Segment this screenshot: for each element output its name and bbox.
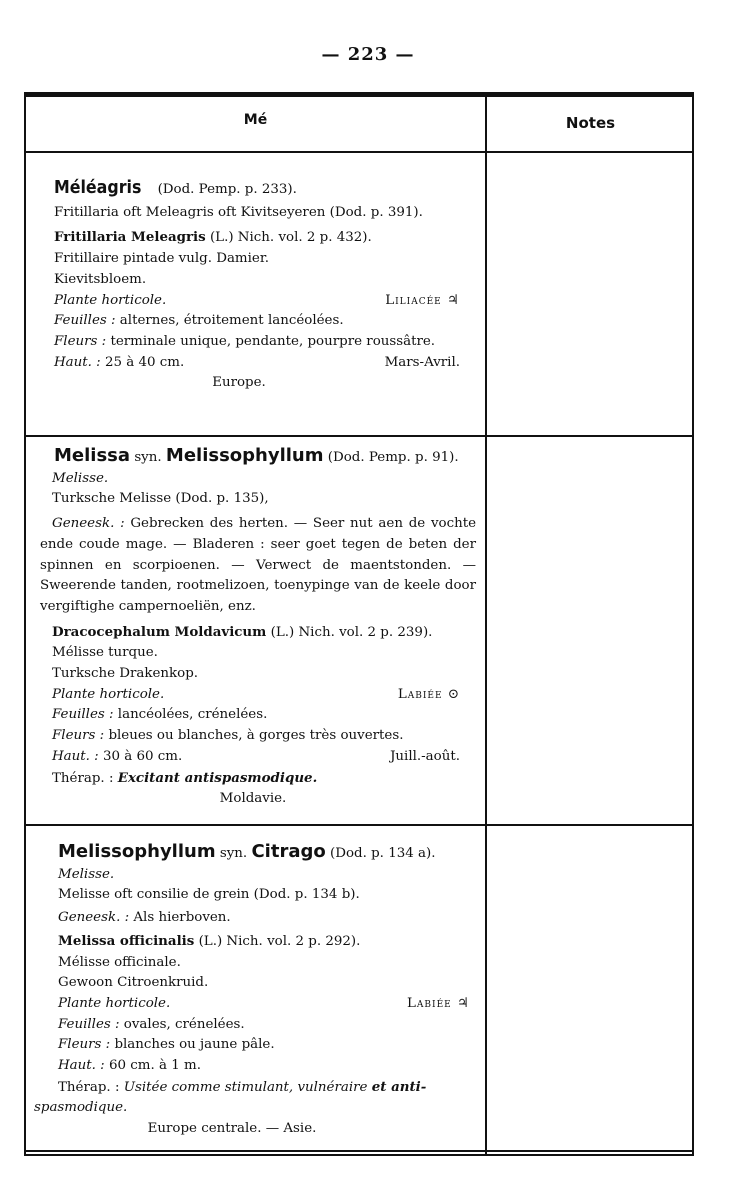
height-label: Haut. : (58, 1058, 105, 1074)
height-text: 30 à 60 cm. (102, 748, 183, 764)
season-text: Juill.-août. (390, 748, 460, 764)
genus-name: Melissophyllum (58, 841, 216, 862)
genus-synonym: Citrago (251, 841, 326, 862)
therap-text: Excitant antispasmodique. (117, 769, 318, 786)
genus-synonym: Melissophyllum (165, 445, 324, 466)
geneesk-text: Als hierboven. (133, 910, 231, 926)
genus-name: Melissa (54, 445, 131, 466)
species-name: Melissa officinalis (58, 932, 195, 949)
therap-text-bold: et anti- (371, 1078, 427, 1095)
leaves-label: Feuilles : (58, 1016, 120, 1032)
common-name-fr: Mélisse officinale. (58, 954, 181, 970)
geneesk-label: Geneesk. : (52, 516, 125, 532)
family-label: Labiée ⊙ (397, 686, 460, 702)
page-number: — 223 — (321, 44, 415, 65)
therap-text: Usitée comme stimulant, vulnéraire (123, 1079, 368, 1095)
header-rule (26, 151, 692, 153)
entry-melissophyllum (34, 841, 478, 1140)
leaves-label: Feuilles : (52, 707, 114, 723)
entry-melissa (40, 446, 476, 810)
syn-label: syn. (134, 450, 162, 465)
common-name-nl: Turksche Drakenkop. (52, 666, 199, 682)
plant-type: Plante horticole. (58, 995, 171, 1011)
flowers-text: bleues ou blanches, à gorges très ouvertes. (108, 728, 404, 744)
flowers-text: terminale unique, pendante, pourpre roussâtre. (110, 333, 436, 349)
geneesk-text: Gebrecken des herten. — Seer nut aen de vochte ende coude mage. — Bladeren : seer goet tegen de beten der spinnen en scorpioenen. — Verwect de maentstonden. — Sweerende tanden, rootmelizoen, toenypinge van de keele door vergiftighe campernoeliën, enz. (40, 516, 476, 614)
synonym-line: Fritillaria oft Meleagris oft Kivitseyeren (Dod. p. 391). (54, 204, 423, 220)
genus-name: Méléagris (54, 177, 142, 198)
region-text: Europe centrale. — Asie. (147, 1121, 317, 1137)
syn-label: syn. (219, 846, 248, 861)
reference: (Dod. Pemp. p. 233). (157, 182, 297, 197)
height-label: Haut. : (52, 748, 99, 764)
synonym-line: Melisse oft consilie de grein (Dod. p. 134 b). (58, 887, 360, 903)
leaves-text: lancéolées, crénelées. (117, 707, 268, 723)
family-label: Liliacée ♃ (385, 292, 460, 308)
family-label: Labiée ♃ (407, 995, 470, 1011)
therap-label: Thérap. : (58, 1079, 120, 1095)
height-label: Haut. : (54, 354, 101, 370)
plant-type: Plante horticole. (52, 686, 165, 702)
leaves-text: ovales, crénelées. (123, 1016, 245, 1032)
species-ref: (L.) Nich. vol. 2 p. 432). (209, 230, 372, 246)
height-text: 60 cm. à 1 m. (108, 1058, 201, 1074)
common-name: Melisse. (58, 866, 115, 882)
therap-label: Thérap. : (52, 770, 114, 786)
common-name-fr: Fritillaire pintade vulg. Damier. (54, 251, 270, 267)
common-name-nl: Kievitsbloem. (54, 271, 147, 287)
plant-type: Plante horticole. (54, 292, 167, 308)
region-text: Moldavie. (219, 791, 287, 807)
geneesk-label: Geneesk. : (58, 910, 130, 926)
species-ref: (L.) Nich. vol. 2 p. 292). (198, 933, 361, 949)
entry-divider (26, 824, 692, 826)
reference: (Dod. Pemp. p. 91). (327, 450, 459, 465)
flowers-label: Fleurs : (54, 333, 107, 349)
entry-divider (26, 435, 692, 437)
common-name-nl: Gewoon Citroenkruid. (58, 975, 209, 991)
bottom-rule (26, 1150, 692, 1152)
flowers-label: Fleurs : (58, 1037, 111, 1053)
entry-meleagris (54, 178, 464, 394)
column-header-main: Mé (243, 112, 268, 128)
flowers-text: blanches ou jaune pâle. (114, 1037, 275, 1053)
species-ref: (L.) Nich. vol. 2 p. 239). (270, 624, 433, 640)
column-divider (485, 94, 487, 1154)
region-text: Europe. (212, 375, 266, 391)
reference: (Dod. p. 134 a). (330, 846, 436, 861)
synonym-line: Turksche Melisse (Dod. p. 135), (52, 491, 269, 507)
species-name: Dracocephalum Moldavicum (52, 623, 267, 640)
common-name-fr: Mélisse turque. (52, 645, 158, 661)
leaves-label: Feuilles : (54, 313, 116, 329)
species-name: Fritillaria Meleagris (54, 229, 206, 246)
leaves-text: alternes, étroitement lancéolées. (119, 313, 344, 329)
season-text: Mars-Avril. (384, 354, 460, 370)
therap-continuation: spasmodique. (34, 1100, 128, 1116)
common-name: Melisse. (52, 470, 109, 486)
column-header-notes: Notes (565, 114, 616, 132)
height-text: 25 à 40 cm. (104, 354, 185, 370)
flowers-label: Fleurs : (52, 728, 105, 744)
top-rule (26, 94, 692, 97)
